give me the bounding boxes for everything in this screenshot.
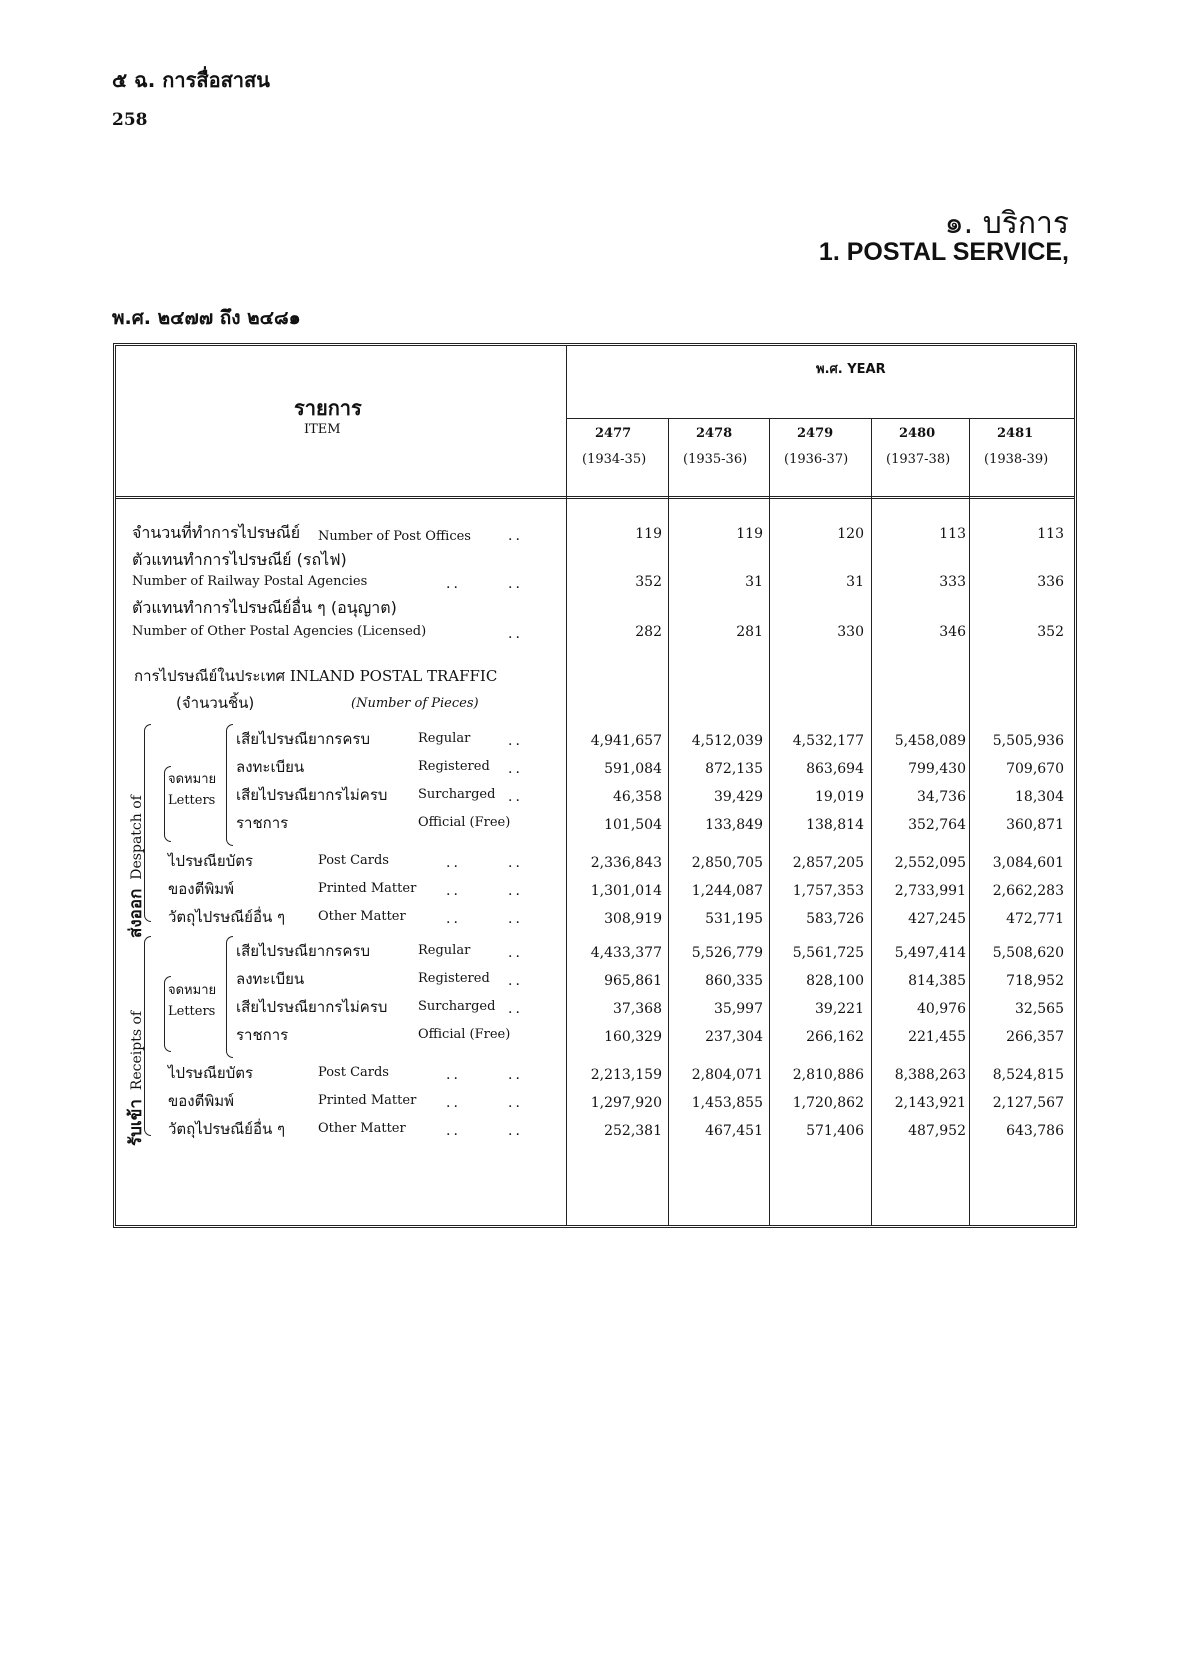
table-cell: 336 — [1037, 574, 1064, 590]
section-title-english: 1. POSTAL SERVICE, — [818, 238, 1069, 266]
year-header: พ.ศ. YEAR — [816, 362, 886, 377]
table-cell: 5,561,725 — [792, 945, 864, 961]
year-be: 2480 — [899, 426, 936, 441]
leader-dots: .. — [508, 1095, 523, 1111]
table-cell: 35,997 — [714, 1001, 763, 1017]
table-cell: 828,100 — [806, 973, 864, 989]
table-cell: 2,336,843 — [590, 855, 662, 871]
table-cell: 221,455 — [908, 1029, 966, 1045]
table-cell: 119 — [736, 526, 763, 542]
table-cell: 2,662,283 — [992, 883, 1064, 899]
leader-dots: .. — [508, 576, 523, 592]
section-title-thai: ๑. บริการ — [944, 206, 1069, 241]
receipt-row-thai: ของตีพิมพ์ — [168, 1092, 234, 1110]
receipt-row-english: Registered — [418, 971, 490, 986]
despatch-row-english: Surcharged — [418, 787, 496, 802]
despatch-row-thai: เสียไปรษณียากรไม่ครบ — [236, 786, 388, 804]
year-ce: (1935-36) — [683, 452, 748, 467]
table-cell: 814,385 — [908, 973, 966, 989]
table-cell: 2,804,071 — [691, 1067, 763, 1083]
item-header-english: ITEM — [304, 422, 341, 437]
despatch-row-english: Printed Matter — [318, 881, 417, 896]
table-cell: 709,670 — [1006, 761, 1064, 777]
receipts-letters-english: Letters — [168, 1004, 216, 1019]
table-cell: 4,941,657 — [590, 733, 662, 749]
table-cell: 160,329 — [604, 1029, 662, 1045]
leader-dots: .. — [508, 528, 523, 544]
table-cell: 2,850,705 — [691, 855, 763, 871]
table-cell: 718,952 — [1006, 973, 1064, 989]
year-be: 2478 — [696, 426, 733, 441]
receipt-row-english: Surcharged — [418, 999, 496, 1014]
leader-dots: .. — [446, 1067, 461, 1083]
table-cell: 3,084,601 — [992, 855, 1064, 871]
receipt-row-english: Post Cards — [318, 1065, 389, 1080]
leader-dots: .. — [446, 911, 461, 927]
table-cell: 571,406 — [806, 1123, 864, 1139]
despatch-row-thai: ราชการ — [236, 814, 289, 832]
table-cell: 799,430 — [908, 761, 966, 777]
despatch-row-thai: ของตีพิมพ์ — [168, 880, 234, 898]
page-number: 258 — [112, 110, 148, 130]
table-cell: 2,552,095 — [894, 855, 966, 871]
receipt-row-english: Printed Matter — [318, 1093, 417, 1108]
office-row-thai: ตัวแทนทำการไปรษณีย์ (รถไฟ) — [132, 550, 347, 569]
leader-dots: .. — [508, 973, 523, 989]
table-cell: 120 — [837, 526, 864, 542]
table-cell: 467,451 — [705, 1123, 763, 1139]
table-cell: 4,433,377 — [590, 945, 662, 961]
table-cell: 101,504 — [604, 817, 662, 833]
table-cell: 39,221 — [815, 1001, 864, 1017]
receipts-letter-types-brace — [226, 936, 233, 1058]
table-cell: 138,814 — [806, 817, 864, 833]
table-cell: 2,213,159 — [590, 1067, 662, 1083]
despatch-label: ส่งออก Despatch of — [126, 795, 146, 938]
despatch-brace — [144, 724, 151, 922]
receipt-row-thai: ลงทะเบียน — [236, 970, 305, 988]
receipt-row-english: Other Matter — [318, 1121, 406, 1136]
despatch-row-english: Registered — [418, 759, 490, 774]
leader-dots: .. — [508, 1001, 523, 1017]
year-be: 2479 — [797, 426, 834, 441]
receipt-row-english: Regular — [418, 943, 471, 958]
table-cell: 40,976 — [917, 1001, 966, 1017]
receipt-row-english: Official (Free) — [418, 1027, 511, 1042]
receipt-row-thai: เสียไปรษณียากรครบ — [236, 942, 370, 960]
table-cell: 32,565 — [1015, 1001, 1064, 1017]
table-cell: 31 — [745, 574, 763, 590]
table-cell: 360,871 — [1006, 817, 1064, 833]
table-cell: 2,857,205 — [792, 855, 864, 871]
table-cell: 2,810,886 — [792, 1067, 864, 1083]
table-cell: 18,304 — [1015, 789, 1064, 805]
table-cell: 37,368 — [613, 1001, 662, 1017]
leader-dots: .. — [508, 1067, 523, 1083]
table-cell: 252,381 — [604, 1123, 662, 1139]
inland-title-english: INLAND POSTAL TRAFFIC — [289, 667, 498, 685]
table-cell: 31 — [846, 574, 864, 590]
year-ce: (1937-38) — [886, 452, 951, 467]
table-cell: 333 — [939, 574, 966, 590]
table-cell: 266,357 — [1006, 1029, 1064, 1045]
table-cell: 352 — [1037, 624, 1064, 640]
table-cell: 113 — [1037, 526, 1064, 542]
table-cell: 39,429 — [714, 789, 763, 805]
despatch-letter-types-brace — [226, 724, 233, 846]
leader-dots: .. — [508, 1123, 523, 1139]
table-cell: 308,919 — [604, 911, 662, 927]
table-cell: 487,952 — [908, 1123, 966, 1139]
table-cell: 591,084 — [604, 761, 662, 777]
leader-dots: .. — [446, 1123, 461, 1139]
table-cell: 282 — [635, 624, 662, 640]
despatch-row-english: Post Cards — [318, 853, 389, 868]
table-cell: 4,532,177 — [792, 733, 864, 749]
despatch-row-thai: ลงทะเบียน — [236, 758, 305, 776]
table-cell: 1,297,920 — [590, 1095, 662, 1111]
table-cell: 8,388,263 — [894, 1067, 966, 1083]
table-cell: 281 — [736, 624, 763, 640]
table-cell: 19,019 — [815, 789, 864, 805]
office-row-thai: ตัวแทนทำการไปรษณีย์อื่น ๆ (อนุญาต) — [132, 598, 397, 617]
receipt-row-thai: เสียไปรษณียากรไม่ครบ — [236, 998, 388, 1016]
table-cell: 863,694 — [806, 761, 864, 777]
table-cell: 5,526,779 — [691, 945, 763, 961]
table-cell: 583,726 — [806, 911, 864, 927]
year-ce: (1938-39) — [984, 452, 1049, 467]
office-row-english: Number of Railway Postal Agencies — [132, 574, 368, 589]
table-cell: 643,786 — [1006, 1123, 1064, 1139]
despatch-row-english: Other Matter — [318, 909, 406, 924]
item-header-thai: รายการ — [294, 396, 362, 420]
table-cell: 5,505,936 — [992, 733, 1064, 749]
inland-title-thai: การไปรษณีย์ในประเทศ — [134, 667, 286, 685]
table-cell: 352,764 — [908, 817, 966, 833]
despatch-row-thai: เสียไปรษณียากรครบ — [236, 730, 370, 748]
leader-dots: .. — [446, 883, 461, 899]
table-cell: 4,512,039 — [691, 733, 763, 749]
table-cell: 330 — [837, 624, 864, 640]
table-cell: 237,304 — [705, 1029, 763, 1045]
table-cell: 2,143,921 — [894, 1095, 966, 1111]
leader-dots: .. — [446, 1095, 461, 1111]
receipt-row-thai: ไปรษณียบัตร — [168, 1064, 254, 1082]
table-cell: 472,771 — [1006, 911, 1064, 927]
table-cell: 352 — [635, 574, 662, 590]
table-cell: 1,453,855 — [691, 1095, 763, 1111]
table-cell: 8,524,815 — [992, 1067, 1064, 1083]
receipt-row-thai: วัตถุไปรษณีย์อื่น ๆ — [168, 1120, 286, 1138]
table-cell: 5,508,620 — [992, 945, 1064, 961]
despatch-letters-english: Letters — [168, 793, 216, 808]
table-cell: 133,849 — [705, 817, 763, 833]
table-cell: 34,736 — [917, 789, 966, 805]
year-ce: (1936-37) — [784, 452, 849, 467]
table-cell: 531,195 — [705, 911, 763, 927]
table-cell: 2,733,991 — [894, 883, 966, 899]
postal-statistics-table — [113, 343, 1077, 1228]
leader-dots: .. — [446, 576, 461, 592]
leader-dots: .. — [508, 945, 523, 961]
table-cell: 1,757,353 — [792, 883, 864, 899]
leader-dots: .. — [508, 883, 523, 899]
table-cell: 872,135 — [705, 761, 763, 777]
table-cell: 346 — [939, 624, 966, 640]
table-cell: 119 — [635, 526, 662, 542]
leader-dots: .. — [508, 733, 523, 749]
year-be: 2481 — [997, 426, 1034, 441]
chapter-heading: ๕ ฉ. การสื่อสาสน — [112, 68, 270, 92]
despatch-letters-thai: จดหมาย — [168, 772, 217, 787]
table-cell: 2,127,567 — [992, 1095, 1064, 1111]
receipts-letters-thai: จดหมาย — [168, 983, 217, 998]
office-row-english: Number of Other Postal Agencies (Licensed) — [132, 624, 427, 639]
leader-dots: .. — [508, 626, 523, 642]
receipt-row-thai: ราชการ — [236, 1026, 289, 1044]
table-cell: 1,301,014 — [590, 883, 662, 899]
leader-dots: .. — [508, 761, 523, 777]
despatch-row-english: Regular — [418, 731, 471, 746]
table-cell: 113 — [939, 526, 966, 542]
leader-dots: .. — [508, 789, 523, 805]
despatch-row-english: Official (Free) — [418, 815, 511, 830]
table-cell: 5,458,089 — [894, 733, 966, 749]
table-cell: 427,245 — [908, 911, 966, 927]
leader-dots: .. — [446, 855, 461, 871]
receipts-brace — [144, 936, 151, 1136]
pieces-thai: (จำนวนชิ้น) — [176, 694, 255, 712]
table-cell: 5,497,414 — [894, 945, 966, 961]
year-be: 2477 — [595, 426, 632, 441]
table-cell: 965,861 — [604, 973, 662, 989]
office-row-english: Number of Post Offices — [318, 529, 471, 544]
leader-dots: .. — [508, 855, 523, 871]
despatch-row-thai: ไปรษณียบัตร — [168, 852, 254, 870]
table-cell: 266,162 — [806, 1029, 864, 1045]
table-cell: 1,720,862 — [792, 1095, 864, 1111]
pieces-english: (Number of Pieces) — [351, 696, 479, 711]
table-cell: 46,358 — [613, 789, 662, 805]
year-ce: (1934-35) — [582, 452, 647, 467]
table-cell: 860,335 — [705, 973, 763, 989]
office-row-thai: จำนวนที่ทำการไปรษณีย์ — [132, 523, 301, 542]
receipts-label: รับเข้า Receipts of — [126, 1010, 146, 1146]
leader-dots: .. — [508, 911, 523, 927]
table-cell: 1,244,087 — [691, 883, 763, 899]
despatch-row-thai: วัตถุไปรษณีย์อื่น ๆ — [168, 908, 286, 926]
period-label: พ.ศ. ๒๔๗๗ ถึง ๒๔๘๑ — [112, 307, 301, 329]
